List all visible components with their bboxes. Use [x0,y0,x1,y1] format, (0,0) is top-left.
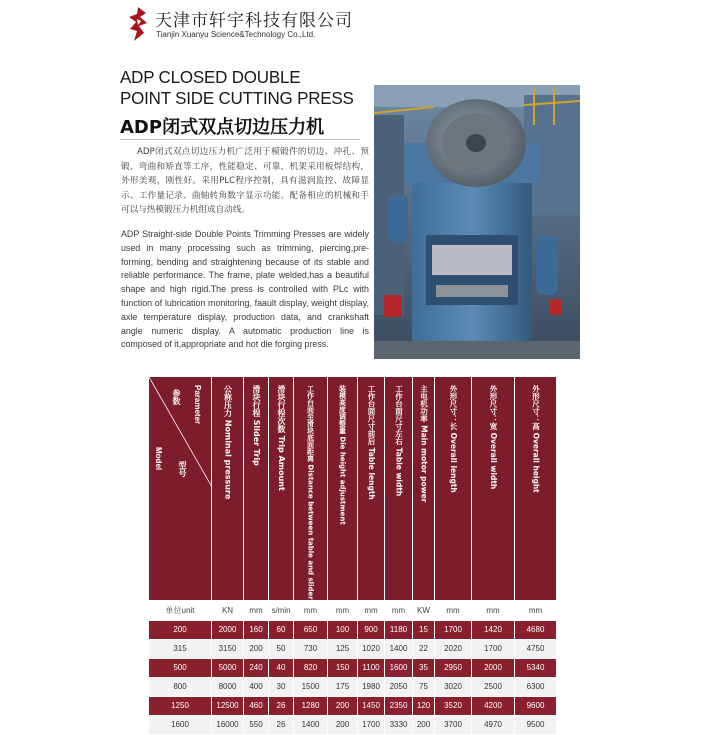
corner-model-cn: 型号 [178,461,187,477]
table-cell: 2950 [435,658,472,677]
unit-cell: mm [294,600,328,620]
title-en-line1: ADP CLOSED DOUBLE [120,67,301,87]
table-cell: 3520 [435,696,472,715]
table-cell: 2050 [385,677,413,696]
model-cell: 500 [149,658,212,677]
table-cell: 1700 [472,639,515,658]
table-cell: 1280 [294,696,328,715]
table-cell: 150 [328,658,358,677]
column-header: 主电机功率 Main motor power [413,377,435,601]
table-cell: 5000 [212,658,244,677]
corner-param-en: Parameter [193,385,202,425]
unit-cell: mm [435,600,472,620]
description-en: ADP Straight-side Double Points Trimming Presses are widely used in many processing such as trimming, piercing,pre-forming, bending and straightening because of its stable and reliable performance. The frame, plate welded,has a beautiful shape and high rigid.The press is controlled with PLc with function of lubrication monitoring, faault display, weight display, axle temperature display, production data, and crankshaft angle numeric display. A automatic production line is composed of it,appropriate and hot die forging press. [121,229,369,350]
title-en-line2: POINT SIDE CUTTING PRESS [120,88,354,108]
table-cell: 26 [269,715,294,734]
model-cell: 800 [149,677,212,696]
column-header: 滑块行程 Slider Trip [244,377,269,601]
table-cell: 3020 [435,677,472,696]
table-cell: 2020 [435,639,472,658]
table-cell: 200 [328,715,358,734]
table-cell: 1420 [472,620,515,639]
unit-cell: KW [413,600,435,620]
table-cell: 1500 [294,677,328,696]
table-cell: 200 [328,696,358,715]
table-cell: 60 [269,620,294,639]
title-divider [120,139,360,140]
unit-cell: mm [472,600,515,620]
table-cell: 22 [413,639,435,658]
column-header: 外形尺寸：长 Overall length [435,377,472,601]
unit-cell: mm [358,600,385,620]
table-cell: 400 [244,677,269,696]
table-cell: 820 [294,658,328,677]
table-cell: 2500 [472,677,515,696]
table-cell: 3330 [385,715,413,734]
company-name-cn: 天津市轩宇科技有限公司 [155,11,353,31]
column-header: 外形尺寸：高 Overall height [515,377,557,601]
corner-param-cn: 参数 [172,389,181,405]
table-cell: 1400 [294,715,328,734]
table-cell: 75 [413,677,435,696]
table-cell: 3700 [435,715,472,734]
unit-cell: s/min [269,600,294,620]
table-cell: 175 [328,677,358,696]
table-cell: 50 [269,639,294,658]
table-cell: 30 [269,677,294,696]
press-machine-photo [374,85,580,359]
table-cell: 9500 [515,715,557,734]
units-label: 单位unit [149,600,212,620]
table-cell: 1450 [358,696,385,715]
units-row [149,600,557,620]
table-cell: 1980 [358,677,385,696]
table-cell: 120 [413,696,435,715]
table-cell: 16000 [212,715,244,734]
spec-table [148,376,557,735]
table-cell: 40 [269,658,294,677]
description-cn: ADP闭式双点切边压力机广泛用于模锻件的切边、冲孔、预锻、弯曲和矫直等工序，性能稳定、可靠，机架采用板焊结构，外形美观，刚性好。采用PLC程序控制，具有滋润监控、故障显示、工作量记录、曲轴转角数字显示功能。配备相应的机械和手可以与热模锻压力机组成自动线。 [121,147,369,216]
table-cell: 200 [413,715,435,734]
table-cell: 1180 [385,620,413,639]
table-row [149,658,557,677]
table-cell: 650 [294,620,328,639]
unit-cell: mm [515,600,557,620]
table-cell: 160 [244,620,269,639]
column-header: 工作台面至滑块底面距离 Distance between table and slider [294,377,328,601]
table-cell: 1100 [358,658,385,677]
table-cell: 3150 [212,639,244,658]
table-cell: 200 [244,639,269,658]
table-cell: 2000 [472,658,515,677]
table-cell: 125 [328,639,358,658]
table-cell: 730 [294,639,328,658]
table-cell: 240 [244,658,269,677]
table-cell: 8000 [212,677,244,696]
table-cell: 4680 [515,620,557,639]
table-row [149,696,557,715]
table-row [149,677,557,696]
table-cell: 900 [358,620,385,639]
column-header: 工作台面尺寸左右 Table width [385,377,413,601]
corner-model-en: Model [154,447,163,471]
table-cell: 5340 [515,658,557,677]
unit-cell: mm [385,600,413,620]
table-cell: 4970 [472,715,515,734]
table-cell: 35 [413,658,435,677]
table-cell: 2350 [385,696,413,715]
table-row [149,620,557,639]
table-cell: 460 [244,696,269,715]
model-cell: 1600 [149,715,212,734]
table-cell: 100 [328,620,358,639]
table-row [149,639,557,658]
table-cell: 1700 [435,620,472,639]
model-cell: 1250 [149,696,212,715]
unit-cell: KN [212,600,244,620]
table-corner-cell [149,377,212,601]
table-cell: 6300 [515,677,557,696]
table-cell: 9600 [515,696,557,715]
company-logo [128,7,148,41]
column-header: 滑块行程次数 Trip Amount [269,377,294,601]
title-cn: ADP闭式双点切边压力机 [120,117,325,138]
model-cell: 200 [149,620,212,639]
column-header: 工作台面尺寸前后 Table length [358,377,385,601]
unit-cell: mm [244,600,269,620]
table-cell: 12500 [212,696,244,715]
table-header-row [149,377,557,601]
table-cell: 1020 [358,639,385,658]
column-header: 装模高度调整量 Die height adjustment [328,377,358,601]
table-cell: 26 [269,696,294,715]
table-cell: 550 [244,715,269,734]
table-cell: 4200 [472,696,515,715]
unit-cell: mm [328,600,358,620]
table-cell: 1600 [385,658,413,677]
model-cell: 315 [149,639,212,658]
table-cell: 15 [413,620,435,639]
table-cell: 4750 [515,639,557,658]
table-cell: 1700 [358,715,385,734]
column-header: 公称压力 Nominal pressure [212,377,244,601]
table-row [149,715,557,734]
table-cell: 1400 [385,639,413,658]
table-cell: 2000 [212,620,244,639]
column-header: 外形尺寸：宽 Overall width [472,377,515,601]
company-name-en: Tianjin Xuanyu Science&Technology Co.,Ltd. [156,30,316,39]
